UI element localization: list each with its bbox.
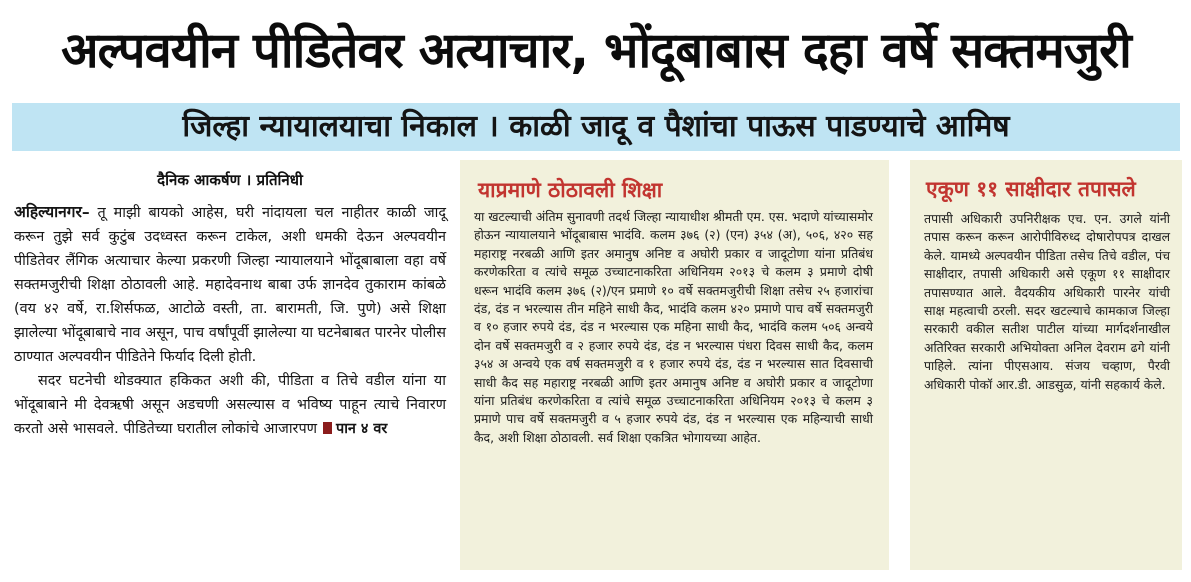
continued-on-page: पान ४ वर (336, 421, 388, 437)
article-text-2: सदर घटनेची थोडक्यात हकिकत अशी की, पीडिता व तिचे वडील यांना या भोंदूबाबाने मी देवऋषी असून अडचणी असल्यास व भविष्य पाहून त्याचे निवारण करतो असे भासवले. पीडितेच्या घरातील लोकांचे आजारपण (14, 373, 446, 437)
witness-box (910, 160, 1182, 570)
headline: अल्पवयीन पीडितेवर अत्याचार, भोंदूबाबास दहा वर्षे सक्तमजुरी (61, 22, 1131, 79)
byline: दैनिक आकर्षण । प्रतिनिधी (157, 171, 303, 189)
sentence-box-title: याप्रमाणे ठोठावली शिक्षा (478, 178, 663, 202)
article-paragraph-2 (14, 369, 446, 441)
witness-box-body: तपासी अधिकारी उपनिरीक्षक एच. एन. उगले यांनी तपास करून करून आरोपीविरुध्द दोषारोपपत्र दाखल केले. यामध्ये अल्पवयीन पीडिता तसेच तिचे वडील, पंच साक्षीदार, तपासी अधिकारी असे एकूण ११ साक्षीदार तपासण्यात आले. वैदयकीय अधिकारी पारनेर यांची साक्ष महत्वाची ठरली. सदर खटल्याचे कामकाज जिल्हा सरकारी वकील सतीश पाटील यांच्या मार्गदर्शनाखील अतिरिक्त सरकारी अभियोक्ता अनिल देवराम ढगे यांनी पाहिले. त्यांना पीएसआय. संजय चव्हाण, पैरवी अधिकारी पोकॉ आर.डी. आडसुळ, यांनी सहकार्य केले. (924, 211, 1170, 392)
main-article-column (14, 166, 446, 441)
article-paragraph-1 (14, 200, 446, 369)
sentence-box-body: या खटल्याची अंतिम सुनावणी तदर्थ जिल्हा न्यायाधीश श्रीमती एम. एस. भदाणे यांच्यासमोर होऊन न्यायालयाने भोंदूबाबास भादंवि. कलम ३७६ (२) (एन) ३५४ (अ), ५०६, ४२० सह महाराष्ट्र नरबळी आणि इतर अमानुष अनिष्ट व अघोरी प्रकार व जादूटोणा यांना प्रतिबंध करणेकरिता व त्यांचे समूळ उच्चाटनाकरिता अधिनियम २०१३ चे कलम ३ प्रमाणे दोषी धरून भादंवि कलम ३७६ (२)/एन प्रमाणे १० वर्षे सक्तमजुरीची शिक्षा तसेच २५ हजारांचा दंड, दंड न भरल्यास तीन महिने साधी कैद, भादंवि कलम ४२० प्रमाणे पाच वर्षे सक्तमजुरी व १० हजार रुपये दंड, दंड न भरल्यास एक महिना साधी कैद, भादंवि कलम ५०६ अन्वये दोन वर्षे सक्तमजुरी व २ हजार रुपये दंड, दंड न भरल्यास पंधरा दिवस साधी कैद, कलम ३५४ अ अन्वये एक वर्ष सक्तमजुरी व १ हजार रुपये दंड, दंड न भरल्यास सात दिवसाची साधी कैद सह महाराष्ट्र नरबळी आणि इतर अमानुष अनिष्ट व अघोरी प्रकार व जादूटोणा यांना प्रतिबंध करणेकरिता व त्यांचे समूळ उच्चाटनाकरिता अधिनियम २०१३ चे कलम ३ प्रमाणे पाच वर्षे सक्तमजुरी व ५ हजार रुपये दंड, दंड न भरल्यास एक महिन्याची साधी कैद, अशी शिक्षा ठोठावली. सर्व शिक्षा एकत्रित भोगायच्या आहेत. (474, 209, 873, 445)
subheadline: जिल्हा न्यायालयाचा निकाल । काळी जादू व पैशांचा पाऊस पाडण्याचे आमिष (182, 109, 1010, 144)
witness-box-title: एकूण ११ साक्षीदार तपासले (926, 177, 1136, 201)
continuation-marker (323, 422, 332, 434)
dateline: अहिल्यानगर– (14, 203, 90, 221)
sentence-box (460, 160, 889, 570)
article-text-1: तू माझी बायको आहेस, घरी नांदायला चल नाहीतर काळी जादू करून तुझे सर्व कुटुंब उदध्वस्त करून टाकेल, अशी धमकी देऊन अल्पवयीन पीडितेवर लैंगिक अत्याचार केल्या प्रकरणी जिल्हा न्यायालयाने भोंदूबाबाला वहा वर्षे सक्तमजुरीची शिक्षा ठोठावली आहे. महादेवनाथ बाबा उर्फ ज्ञानदेव तुकाराम कांबळे (वय ४२ वर्षे, रा.शिर्सफळ, आटोळे वस्ती, ता. बारामती, जि. पुणे) असे शिक्षा झालेल्या भोंदूबाबाचे नाव असून, पाच वर्षांपूर्वी झालेल्या या घटनेबाबत पारनेर पोलीस ठाण्यात अल्पवयीन पीडितेने फिर्याद दिली होती. (14, 205, 447, 365)
subheadline-bar (12, 103, 1180, 151)
